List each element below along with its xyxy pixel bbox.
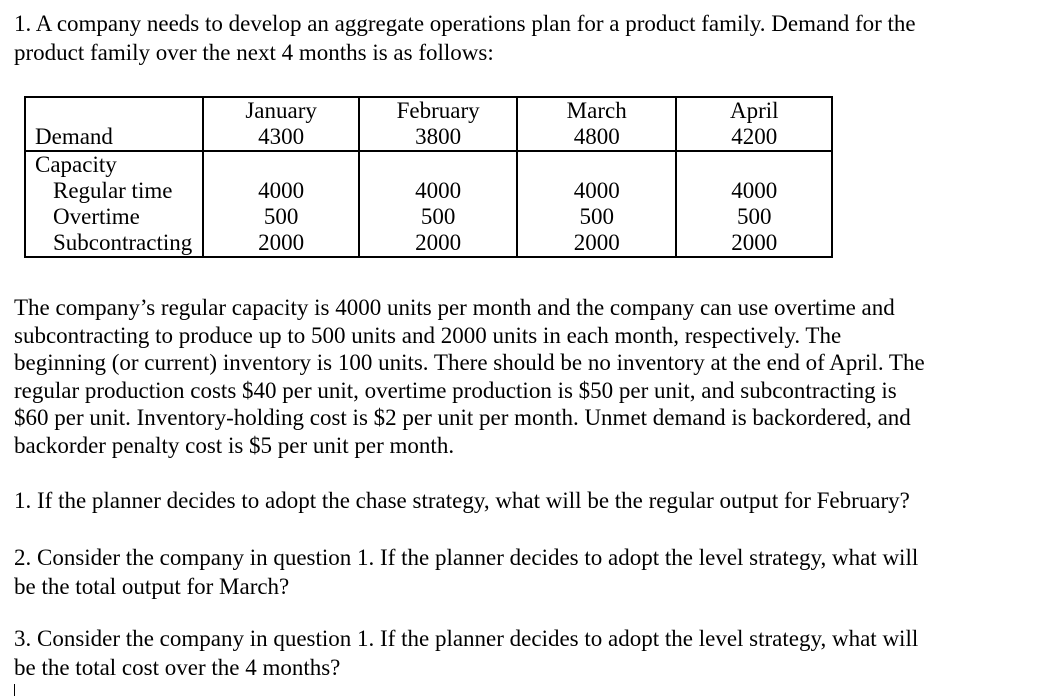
month-header-april: April xyxy=(676,97,832,124)
capacity-empty-cell xyxy=(676,151,832,178)
table-row-demand xyxy=(25,124,832,151)
subcontracting-march: 2000 xyxy=(517,230,677,257)
row-label-subcontracting: Subcontracting xyxy=(25,230,203,257)
regular-time-april: 4000 xyxy=(676,178,832,204)
overtime-january: 500 xyxy=(203,204,360,230)
question-2 xyxy=(14,543,1044,601)
question-1 xyxy=(14,486,1044,515)
overtime-april: 500 xyxy=(676,204,832,230)
paragraph-line-2: subcontracting to produce up to 500 units and 2000 units in each month, respectively. The xyxy=(14,322,842,348)
demand-february: 3800 xyxy=(359,124,517,151)
table-row-subcontracting xyxy=(25,230,832,257)
table-header-row xyxy=(25,97,832,124)
demand-january: 4300 xyxy=(203,124,360,151)
intro-line-1: 1. A company needs to develop an aggregate operations plan for a product family. Demand for the xyxy=(14,11,916,36)
table-corner-cell xyxy=(25,97,203,124)
question-3 xyxy=(14,624,1044,682)
row-label-overtime: Overtime xyxy=(25,204,203,230)
question-1-line-1: 1. If the planner decides to adopt the chase strategy, what will be the regular output for February? xyxy=(14,488,910,513)
capacity-empty-cell xyxy=(203,151,360,178)
table-row-regular-time xyxy=(25,178,832,204)
paragraph-line-5: $60 per unit. Inventory-holding cost is $2 per unit per month. Unmet demand is backordered, and xyxy=(14,405,911,431)
demand-capacity-table xyxy=(24,96,833,258)
intro-line-2: product family over the next 4 months is as follows: xyxy=(14,40,494,65)
paragraph-line-3: beginning (or current) inventory is 100 units. There should be no inventory at the end of April. The xyxy=(14,350,925,376)
row-label-demand: Demand xyxy=(25,124,203,151)
subcontracting-january: 2000 xyxy=(203,230,360,257)
month-header-february: February xyxy=(359,97,517,124)
demand-march: 4800 xyxy=(517,124,677,151)
demand-april: 4200 xyxy=(676,124,832,151)
question-2-line-2: be the total output for March? xyxy=(14,574,290,599)
month-header-january: January xyxy=(203,97,360,124)
problem-description xyxy=(14,294,1044,460)
paragraph-line-1: The company’s regular capacity is 4000 units per month and the company can use overtime and xyxy=(14,295,895,320)
subcontracting-april: 2000 xyxy=(676,230,832,257)
regular-time-february: 4000 xyxy=(359,178,517,204)
text-cursor xyxy=(14,684,15,696)
table-row-capacity xyxy=(25,151,832,178)
overtime-march: 500 xyxy=(517,204,677,230)
regular-time-march: 4000 xyxy=(517,178,677,204)
regular-time-january: 4000 xyxy=(203,178,360,204)
question-3-line-1: 3. Consider the company in question 1. If the planner decides to adopt the level strategy, what will xyxy=(14,626,919,651)
month-header-march: March xyxy=(517,97,677,124)
row-label-regular-time: Regular time xyxy=(25,178,203,204)
overtime-february: 500 xyxy=(359,204,517,230)
subcontracting-february: 2000 xyxy=(359,230,517,257)
capacity-empty-cell xyxy=(359,151,517,178)
paragraph-line-6: backorder penalty cost is $5 per unit per month. xyxy=(14,432,455,458)
table-row-overtime xyxy=(25,204,832,230)
paragraph-line-4: regular production costs $40 per unit, overtime production is $50 per unit, and subcontracting is xyxy=(14,377,897,403)
problem-intro xyxy=(14,9,1014,67)
capacity-empty-cell xyxy=(517,151,677,178)
row-label-capacity: Capacity xyxy=(25,151,203,178)
question-3-line-2: be the total cost over the 4 months? xyxy=(14,655,341,680)
question-2-line-1: 2. Consider the company in question 1. If the planner decides to adopt the level strategy, what will xyxy=(14,545,919,570)
